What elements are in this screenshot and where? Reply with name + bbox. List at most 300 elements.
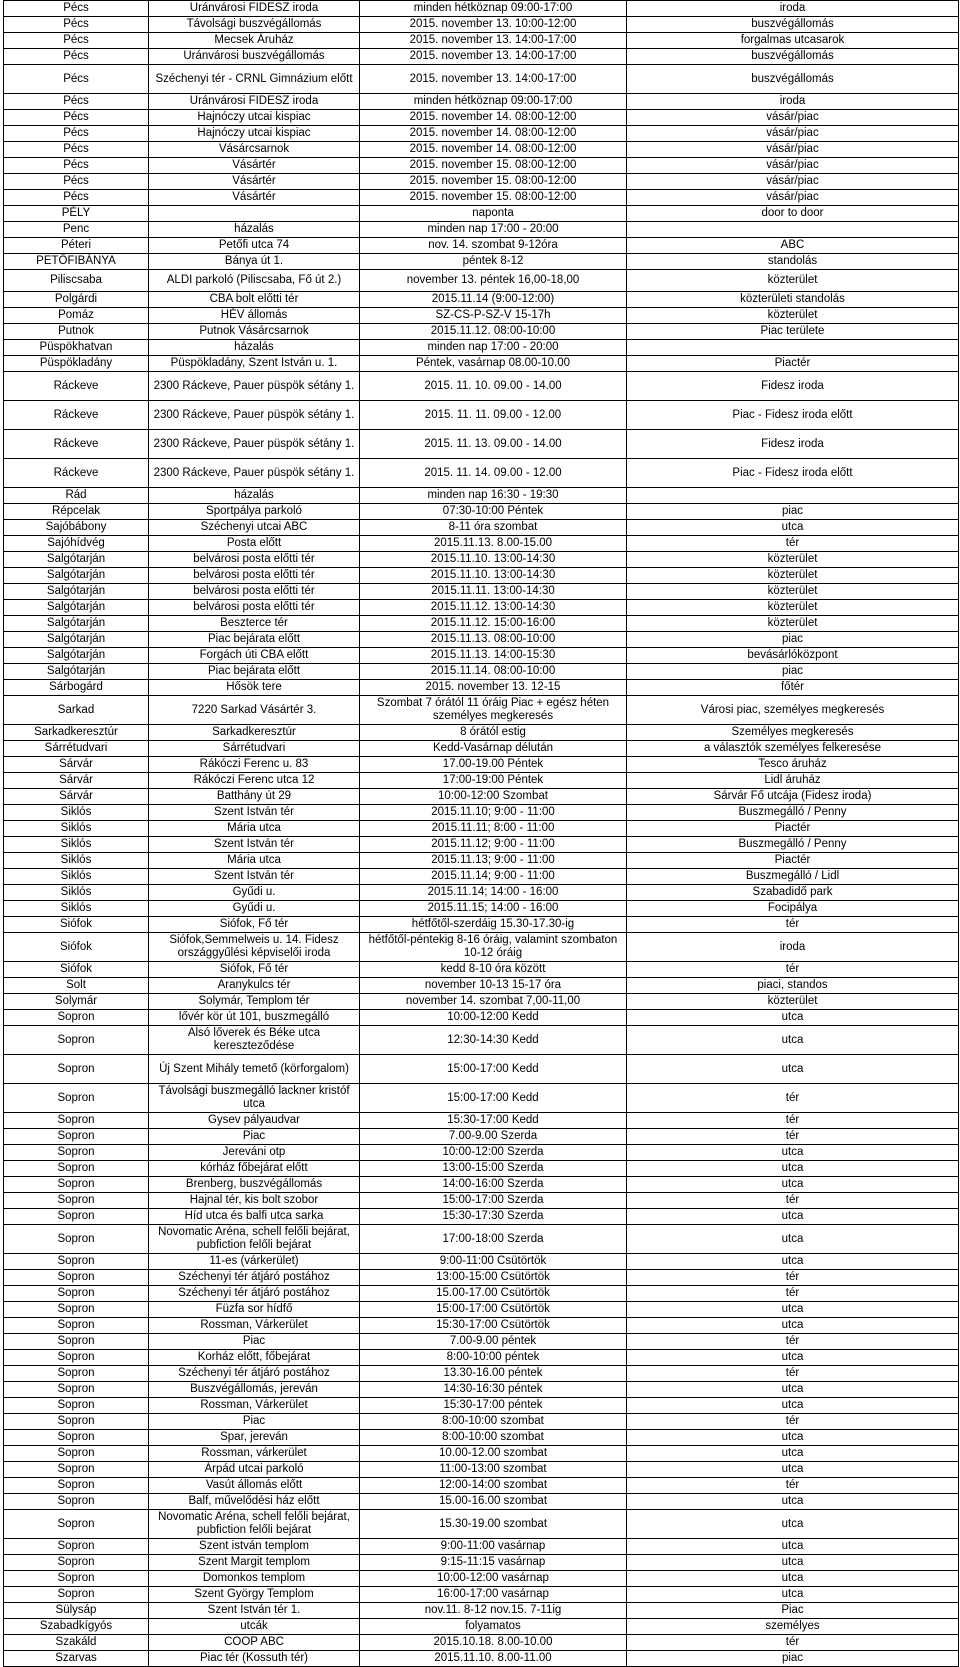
- table-row: [4, 1129, 959, 1145]
- location-cell: házalás: [149, 488, 360, 504]
- table-row: [4, 632, 959, 648]
- table-row: [4, 110, 959, 126]
- type-cell: tér: [627, 1478, 959, 1494]
- city-cell: PÉLY: [4, 206, 149, 222]
- city-cell: Püspökladány: [4, 356, 149, 372]
- table-row: [4, 1209, 959, 1225]
- type-cell: buszvégállomás: [627, 65, 959, 94]
- time-cell: 14:30-16:30 péntek: [360, 1382, 627, 1398]
- location-cell: 2300 Ráckeve, Pauer püspök sétány 1.: [149, 430, 360, 459]
- type-cell: forgalmas utcasarok: [627, 33, 959, 49]
- table-row: [4, 254, 959, 270]
- location-cell: belvárosi posta előtti tér: [149, 552, 360, 568]
- type-cell: Buszmegálló / Lidl: [627, 869, 959, 885]
- city-cell: Sopron: [4, 1113, 149, 1129]
- table-row: [4, 1177, 959, 1193]
- time-cell: 8-11 óra szombat: [360, 520, 627, 536]
- location-cell: Petőfi utca 74: [149, 238, 360, 254]
- city-cell: Pécs: [4, 17, 149, 33]
- location-cell: Püspökladány, Szent István u. 1.: [149, 356, 360, 372]
- location-cell: Vasút állomás előtt: [149, 1478, 360, 1494]
- table-row: [4, 1478, 959, 1494]
- table-row: [4, 459, 959, 488]
- type-cell: Buszmegálló / Penny: [627, 805, 959, 821]
- location-cell: Siófok,Semmelweis u. 14. Fidesz országgyűlési képviselői iroda: [149, 933, 360, 962]
- time-cell: 10:00-12:00 Szombat: [360, 789, 627, 805]
- location-cell: Bánya út 1.: [149, 254, 360, 270]
- table-row: [4, 1446, 959, 1462]
- time-cell: 2015.11.13. 14:00-15:30: [360, 648, 627, 664]
- location-cell: Piac bejárata előtt: [149, 664, 360, 680]
- table-row: [4, 885, 959, 901]
- location-cell: ALDI parkoló (Piliscsaba, Fő út 2.): [149, 270, 360, 292]
- table-row: [4, 1555, 959, 1571]
- type-cell: közterület: [627, 270, 959, 292]
- city-cell: Piliscsaba: [4, 270, 149, 292]
- location-cell: Széchenyi tér átjáró postához: [149, 1286, 360, 1302]
- table-row: [4, 1619, 959, 1635]
- location-cell: Rossman, Várkerület: [149, 1398, 360, 1414]
- table-row: [4, 174, 959, 190]
- table-row: [4, 1254, 959, 1270]
- table-row: [4, 158, 959, 174]
- time-cell: nov. 14. szombat 9-12óra: [360, 238, 627, 254]
- table-row: [4, 1587, 959, 1603]
- table-row: [4, 616, 959, 632]
- type-cell: tér: [627, 1129, 959, 1145]
- table-row: [4, 430, 959, 459]
- time-cell: 2015. 11. 10. 09.00 - 14.00: [360, 372, 627, 401]
- table-row: [4, 741, 959, 757]
- location-cell: Piac: [149, 1334, 360, 1350]
- table-row: [4, 1113, 959, 1129]
- time-cell: 13:00-15:00 Csütörtök: [360, 1270, 627, 1286]
- table-row: [4, 837, 959, 853]
- time-cell: 2015. november 14. 08:00-12:00: [360, 110, 627, 126]
- table-row: [4, 488, 959, 504]
- city-cell: Sárvár: [4, 789, 149, 805]
- type-cell: utca: [627, 1026, 959, 1055]
- location-cell: Vásártér: [149, 158, 360, 174]
- time-cell: 2015.11.13; 9:00 - 11:00: [360, 853, 627, 869]
- table-row: [4, 978, 959, 994]
- type-cell: vásár/piac: [627, 110, 959, 126]
- table-row: [4, 1366, 959, 1382]
- city-cell: Sopron: [4, 1161, 149, 1177]
- time-cell: minden hétköznap 09:00-17:00: [360, 1, 627, 17]
- city-cell: Sopron: [4, 1145, 149, 1161]
- location-cell: Szent Margit templom: [149, 1555, 360, 1571]
- city-cell: Sopron: [4, 1539, 149, 1555]
- location-cell: Vásártér: [149, 174, 360, 190]
- type-cell: utca: [627, 520, 959, 536]
- time-cell: 9:15-11:15 vasárnap: [360, 1555, 627, 1571]
- time-cell: 15:00-17:00 Szerda: [360, 1193, 627, 1209]
- type-cell: utca: [627, 1539, 959, 1555]
- type-cell: főtér: [627, 680, 959, 696]
- city-cell: Siófok: [4, 962, 149, 978]
- table-row: [4, 1270, 959, 1286]
- city-cell: Solt: [4, 978, 149, 994]
- table-body: [4, 1, 959, 1667]
- city-cell: Sajóbábony: [4, 520, 149, 536]
- type-cell: utca: [627, 1225, 959, 1254]
- table-row: [4, 1161, 959, 1177]
- city-cell: Sopron: [4, 1414, 149, 1430]
- table-row: [4, 552, 959, 568]
- type-cell: tér: [627, 1635, 959, 1651]
- time-cell: 16:00-17:00 vasárnap: [360, 1587, 627, 1603]
- city-cell: Pécs: [4, 126, 149, 142]
- type-cell: tér: [627, 1286, 959, 1302]
- location-cell: Szent István tér 1.: [149, 1603, 360, 1619]
- time-cell: 2015.11.14. 08:00-10:00: [360, 664, 627, 680]
- location-cell: Széchenyi tér átjáró postához: [149, 1366, 360, 1382]
- type-cell: piac: [627, 504, 959, 520]
- time-cell: 11:00-13:00 szombat: [360, 1462, 627, 1478]
- type-cell: door to door: [627, 206, 959, 222]
- city-cell: Sopron: [4, 1286, 149, 1302]
- time-cell: 15.00-16.00 szombat: [360, 1494, 627, 1510]
- time-cell: 10.00-12.00 szombat: [360, 1446, 627, 1462]
- table-row: [4, 664, 959, 680]
- city-cell: Polgárdi: [4, 292, 149, 308]
- time-cell: november 14. szombat 7,00-11,00: [360, 994, 627, 1010]
- type-cell: tér: [627, 1334, 959, 1350]
- time-cell: 8 órától estig: [360, 725, 627, 741]
- location-cell: Hajnóczy utcai kispiac: [149, 126, 360, 142]
- city-cell: Sopron: [4, 1270, 149, 1286]
- city-cell: PETŐFIBÁNYA: [4, 254, 149, 270]
- table-row: [4, 1286, 959, 1302]
- table-row: [4, 1382, 959, 1398]
- type-cell: tér: [627, 1366, 959, 1382]
- campaign-locations-table: [3, 0, 959, 1667]
- city-cell: Péteri: [4, 238, 149, 254]
- city-cell: Ráckeve: [4, 459, 149, 488]
- table-row: [4, 1571, 959, 1587]
- location-cell: Uránvárosi FIDESZ iroda: [149, 1, 360, 17]
- time-cell: 2015.10.18. 8.00-10.00: [360, 1635, 627, 1651]
- type-cell: közterület: [627, 584, 959, 600]
- time-cell: 2015. 11. 11. 09.00 - 12.00: [360, 401, 627, 430]
- table-row: [4, 1603, 959, 1619]
- type-cell: utca: [627, 1055, 959, 1084]
- location-cell: Piac: [149, 1129, 360, 1145]
- table-row: [4, 994, 959, 1010]
- table-row: [4, 648, 959, 664]
- type-cell: közterület: [627, 616, 959, 632]
- city-cell: Rád: [4, 488, 149, 504]
- table-row: [4, 1193, 959, 1209]
- location-cell: Rákóczi Ferenc u. 83: [149, 757, 360, 773]
- time-cell: 15:00-17:00 Csütörtök: [360, 1302, 627, 1318]
- location-cell: kórház főbejárat előtt: [149, 1161, 360, 1177]
- location-cell: Távolsági buszvégállomás: [149, 17, 360, 33]
- city-cell: Sopron: [4, 1430, 149, 1446]
- time-cell: 10:00-12:00 Kedd: [360, 1010, 627, 1026]
- location-cell: [149, 206, 360, 222]
- type-cell: buszvégállomás: [627, 49, 959, 65]
- location-cell: Szent István tér: [149, 837, 360, 853]
- time-cell: 15:00-17:00 Kedd: [360, 1084, 627, 1113]
- city-cell: Sopron: [4, 1010, 149, 1026]
- city-cell: Sopron: [4, 1555, 149, 1571]
- time-cell: 2015.11.13. 8.00-15.00: [360, 536, 627, 552]
- time-cell: Kedd-Vasárnap délután: [360, 741, 627, 757]
- city-cell: Siklós: [4, 869, 149, 885]
- location-cell: Siófok, Fő tér: [149, 962, 360, 978]
- table-row: [4, 1398, 959, 1414]
- type-cell: tér: [627, 1414, 959, 1430]
- location-cell: Piac tér (Kossuth tér): [149, 1651, 360, 1667]
- time-cell: 2015. november 15. 08:00-12:00: [360, 190, 627, 206]
- table-row: [4, 206, 959, 222]
- location-cell: Spar, jereván: [149, 1430, 360, 1446]
- location-cell: Korház előtt, főbejárat: [149, 1350, 360, 1366]
- table-row: [4, 1145, 959, 1161]
- city-cell: Sopron: [4, 1209, 149, 1225]
- city-cell: Sopron: [4, 1366, 149, 1382]
- city-cell: Salgótarján: [4, 568, 149, 584]
- type-cell: iroda: [627, 933, 959, 962]
- location-cell: Sárrétudvari: [149, 741, 360, 757]
- type-cell: tér: [627, 962, 959, 978]
- location-cell: Szent istván templom: [149, 1539, 360, 1555]
- table-row: [4, 901, 959, 917]
- time-cell: 8:00-10:00 szombat: [360, 1414, 627, 1430]
- table-row: [4, 773, 959, 789]
- city-cell: Sopron: [4, 1398, 149, 1414]
- type-cell: utca: [627, 1145, 959, 1161]
- city-cell: Pécs: [4, 1, 149, 17]
- city-cell: Ráckeve: [4, 372, 149, 401]
- time-cell: 2015. 11. 14. 09.00 - 12.00: [360, 459, 627, 488]
- location-cell: HÉV állomás: [149, 308, 360, 324]
- city-cell: Pécs: [4, 65, 149, 94]
- time-cell: 2015.11.13. 08:00-10:00: [360, 632, 627, 648]
- type-cell: közterület: [627, 552, 959, 568]
- location-cell: Piac bejárata előtt: [149, 632, 360, 648]
- location-cell: Mária utca: [149, 821, 360, 837]
- city-cell: Sopron: [4, 1478, 149, 1494]
- city-cell: Solymár: [4, 994, 149, 1010]
- city-cell: Pécs: [4, 49, 149, 65]
- table-row: [4, 1334, 959, 1350]
- location-cell: Alsó lőverek és Béke utca kereszteződése: [149, 1026, 360, 1055]
- time-cell: 9:00-11:00 Csütörtök: [360, 1254, 627, 1270]
- table-row: [4, 1350, 959, 1366]
- city-cell: Siklós: [4, 885, 149, 901]
- table-row: [4, 1635, 959, 1651]
- location-cell: házalás: [149, 340, 360, 356]
- table-row: [4, 238, 959, 254]
- city-cell: Sopron: [4, 1350, 149, 1366]
- city-cell: Siklós: [4, 821, 149, 837]
- table-row: [4, 917, 959, 933]
- time-cell: minden hétköznap 09:00-17:00: [360, 94, 627, 110]
- table-row: [4, 1539, 959, 1555]
- city-cell: Szakáld: [4, 1635, 149, 1651]
- location-cell: 2300 Ráckeve, Pauer püspök sétány 1.: [149, 459, 360, 488]
- location-cell: 7220 Sarkad Vásártér 3.: [149, 696, 360, 725]
- city-cell: Sarkadkeresztúr: [4, 725, 149, 741]
- location-cell: Uránvárosi FIDESZ iroda: [149, 94, 360, 110]
- location-cell: Távolsági buszmegálló lackner kristóf utca: [149, 1084, 360, 1113]
- table-row: [4, 65, 959, 94]
- location-cell: Gyűdi u.: [149, 901, 360, 917]
- table-row: [4, 504, 959, 520]
- table-row: [4, 933, 959, 962]
- time-cell: 2015.11.10. 8.00-11.00: [360, 1651, 627, 1667]
- time-cell: 2015.11.10; 9:00 - 11:00: [360, 805, 627, 821]
- city-cell: Sopron: [4, 1318, 149, 1334]
- type-cell: közterület: [627, 308, 959, 324]
- time-cell: 12:00-14:00 szombat: [360, 1478, 627, 1494]
- city-cell: Sopron: [4, 1026, 149, 1055]
- city-cell: Szabadkígyós: [4, 1619, 149, 1635]
- time-cell: 7.00-9.00 péntek: [360, 1334, 627, 1350]
- time-cell: 13:00-15:00 Szerda: [360, 1161, 627, 1177]
- location-cell: Posta előtt: [149, 536, 360, 552]
- city-cell: Pécs: [4, 33, 149, 49]
- type-cell: Tesco áruház: [627, 757, 959, 773]
- table-row: [4, 222, 959, 238]
- time-cell: november 10-13 15-17 óra: [360, 978, 627, 994]
- time-cell: 15:30-17:00 péntek: [360, 1398, 627, 1414]
- location-cell: Solymár, Templom tér: [149, 994, 360, 1010]
- location-cell: Jereváni otp: [149, 1145, 360, 1161]
- table-row: [4, 356, 959, 372]
- type-cell: piaci, standos: [627, 978, 959, 994]
- type-cell: Személyes megkeresés: [627, 725, 959, 741]
- type-cell: vásár/piac: [627, 174, 959, 190]
- location-cell: Szent István tér: [149, 805, 360, 821]
- type-cell: utca: [627, 1398, 959, 1414]
- table-row: [4, 372, 959, 401]
- table-row: [4, 853, 959, 869]
- location-cell: Putnok Vásárcsarnok: [149, 324, 360, 340]
- location-cell: Híd utca és balfi utca sarka: [149, 1209, 360, 1225]
- type-cell: Piactér: [627, 821, 959, 837]
- type-cell: Buszmegálló / Penny: [627, 837, 959, 853]
- table-row: [4, 725, 959, 741]
- type-cell: Piactér: [627, 356, 959, 372]
- time-cell: 12:30-14:30 Kedd: [360, 1026, 627, 1055]
- time-cell: 2015. november 13. 12-15: [360, 680, 627, 696]
- location-cell: Aranykulcs tér: [149, 978, 360, 994]
- type-cell: utca: [627, 1555, 959, 1571]
- time-cell: 2015.11.11. 13:00-14:30: [360, 584, 627, 600]
- location-cell: Sportpálya parkoló: [149, 504, 360, 520]
- time-cell: 8:00-10:00 szombat: [360, 1430, 627, 1446]
- location-cell: Gysev pályaudvar: [149, 1113, 360, 1129]
- location-cell: Szent György Templom: [149, 1587, 360, 1603]
- type-cell: utca: [627, 1382, 959, 1398]
- location-cell: Domonkos templom: [149, 1571, 360, 1587]
- table-row: [4, 340, 959, 356]
- time-cell: minden nap 17:00 - 20:00: [360, 222, 627, 238]
- time-cell: 2015.11.11; 8:00 - 11:00: [360, 821, 627, 837]
- table-row: [4, 1302, 959, 1318]
- city-cell: Sopron: [4, 1494, 149, 1510]
- location-cell: Brenberg, buszvégállomás: [149, 1177, 360, 1193]
- type-cell: iroda: [627, 1, 959, 17]
- location-cell: Novomatic Aréna, schell felőli bejárat, pubfiction felőli bejárat: [149, 1225, 360, 1254]
- time-cell: 2015.11.10. 13:00-14:30: [360, 568, 627, 584]
- time-cell: 15.30-19.00 szombat: [360, 1510, 627, 1539]
- city-cell: Penc: [4, 222, 149, 238]
- time-cell: minden nap 16:30 - 19:30: [360, 488, 627, 504]
- type-cell: közterület: [627, 568, 959, 584]
- city-cell: Siklós: [4, 805, 149, 821]
- location-cell: Beszterce tér: [149, 616, 360, 632]
- time-cell: 2015. november 14. 08:00-12:00: [360, 142, 627, 158]
- time-cell: péntek 8-12: [360, 254, 627, 270]
- type-cell: Piac - Fidesz iroda előtt: [627, 459, 959, 488]
- location-cell: Buszvégállomás, jereván: [149, 1382, 360, 1398]
- location-cell: Piac: [149, 1414, 360, 1430]
- location-cell: Forgách úti CBA előtt: [149, 648, 360, 664]
- city-cell: Putnok: [4, 324, 149, 340]
- type-cell: Fidesz iroda: [627, 430, 959, 459]
- city-cell: Sárvár: [4, 757, 149, 773]
- type-cell: tér: [627, 1270, 959, 1286]
- location-cell: lővér kör út 101, buszmegálló: [149, 1010, 360, 1026]
- city-cell: Salgótarján: [4, 584, 149, 600]
- location-cell: Rossman, Várkerület: [149, 1318, 360, 1334]
- location-cell: Hajnal tér, kis bolt szobor: [149, 1193, 360, 1209]
- city-cell: Sopron: [4, 1129, 149, 1145]
- type-cell: utca: [627, 1318, 959, 1334]
- type-cell: piac: [627, 664, 959, 680]
- type-cell: utca: [627, 1430, 959, 1446]
- city-cell: Pécs: [4, 190, 149, 206]
- time-cell: 15.00-17.00 Csütörtök: [360, 1286, 627, 1302]
- city-cell: Sopron: [4, 1177, 149, 1193]
- location-cell: Hajnóczy utcai kispiac: [149, 110, 360, 126]
- city-cell: Sárrétudvari: [4, 741, 149, 757]
- table-row: [4, 1430, 959, 1446]
- type-cell: Fidesz iroda: [627, 372, 959, 401]
- type-cell: Sárvár Fő utcája (Fidesz iroda): [627, 789, 959, 805]
- city-cell: Sopron: [4, 1446, 149, 1462]
- type-cell: utca: [627, 1177, 959, 1193]
- city-cell: Sopron: [4, 1382, 149, 1398]
- time-cell: 2015.11.12. 15:00-16:00: [360, 616, 627, 632]
- time-cell: 15:30-17:30 Szerda: [360, 1209, 627, 1225]
- city-cell: Pécs: [4, 94, 149, 110]
- location-cell: 11-es (várkerület): [149, 1254, 360, 1270]
- location-cell: Mária utca: [149, 853, 360, 869]
- time-cell: kedd 8-10 óra között: [360, 962, 627, 978]
- time-cell: 13.30-16.00 péntek: [360, 1366, 627, 1382]
- time-cell: 2015. 11. 13. 09.00 - 14.00: [360, 430, 627, 459]
- location-cell: COOP ABC: [149, 1635, 360, 1651]
- location-cell: 2300 Ráckeve, Pauer püspök sétány 1.: [149, 401, 360, 430]
- type-cell: közterület: [627, 600, 959, 616]
- table-row: [4, 270, 959, 292]
- type-cell: vásár/piac: [627, 158, 959, 174]
- table-row: [4, 324, 959, 340]
- city-cell: Siófok: [4, 917, 149, 933]
- location-cell: Gyűdi u.: [149, 885, 360, 901]
- time-cell: minden nap 17:00 - 20:00: [360, 340, 627, 356]
- type-cell: Piactér: [627, 853, 959, 869]
- time-cell: 9:00-11:00 vasárnap: [360, 1539, 627, 1555]
- city-cell: Sülysáp: [4, 1603, 149, 1619]
- time-cell: 17:00-19:00 Péntek: [360, 773, 627, 789]
